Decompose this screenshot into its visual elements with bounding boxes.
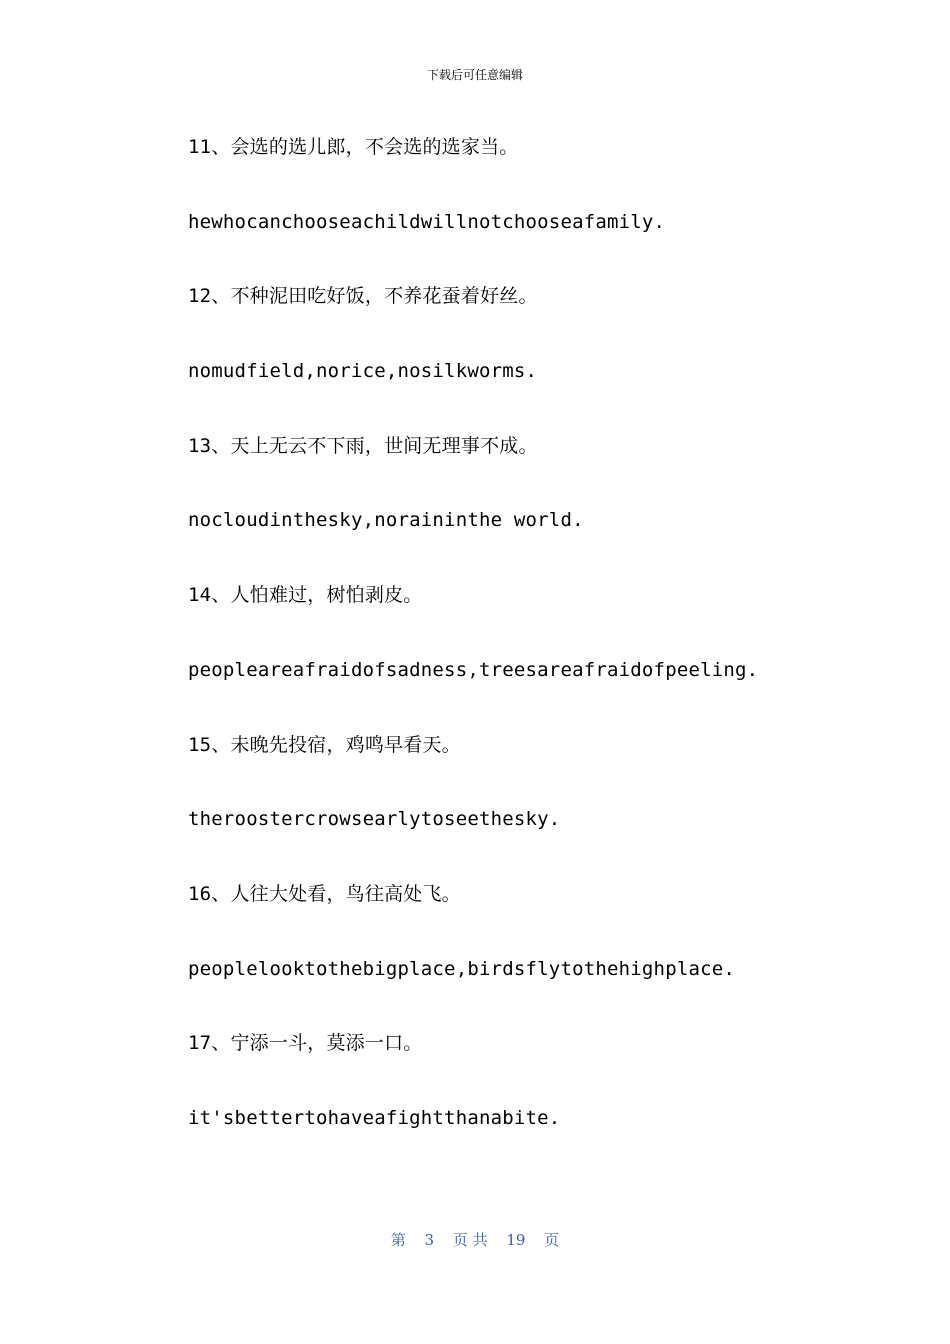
line-13-chinese: 13、天上无云不下雨，世间无理事不成。 [188, 434, 538, 457]
page-header: 下载后可任意编辑 [426, 68, 523, 82]
line-17-chinese: 17、宁添一斗，莫添一口。 [188, 1032, 423, 1055]
line-11-english: hewhocanchooseachildwillnotchooseafamily. [188, 210, 666, 233]
line-14-english: peopleareafraidofsadness,treesareafraidofpeeling. [188, 658, 759, 681]
footer-current-page: 3 [424, 1231, 435, 1249]
line-16-chinese: 16、人往大处看，鸟往高处飞。 [188, 882, 461, 905]
line-15-english: theroostercrowsearlytoseethesky. [188, 808, 561, 831]
line-13-english: nocloudinthesky,noraininthe world. [188, 509, 584, 532]
line-11-chinese: 11、会选的选儿郎，不会选的选家当。 [188, 136, 519, 158]
line-16-english: peoplelooktothebigplace,birdsflytothehighplace. [188, 957, 736, 980]
line-12-chinese: 12、不种泥田吃好饭，不养花蚕着好丝。 [188, 285, 538, 308]
line-14-chinese: 14、人怕难过，树怕剥皮。 [188, 584, 423, 607]
content-lines [188, 132, 868, 1178]
footer-total-pages: 19 [506, 1231, 526, 1249]
line-17-english: it'sbettertohaveafightthanabite. [188, 1106, 561, 1129]
page-footer [0, 1229, 950, 1251]
line-12-english: nomudfield,norice,nosilkworms. [188, 360, 538, 383]
line-15-chinese: 15、未晚先投宿，鸡鸣早看天。 [188, 733, 461, 756]
footer-middle: 页 共 [452, 1231, 488, 1249]
footer-prefix: 第 [390, 1231, 406, 1249]
footer-suffix: 页 [544, 1231, 560, 1249]
